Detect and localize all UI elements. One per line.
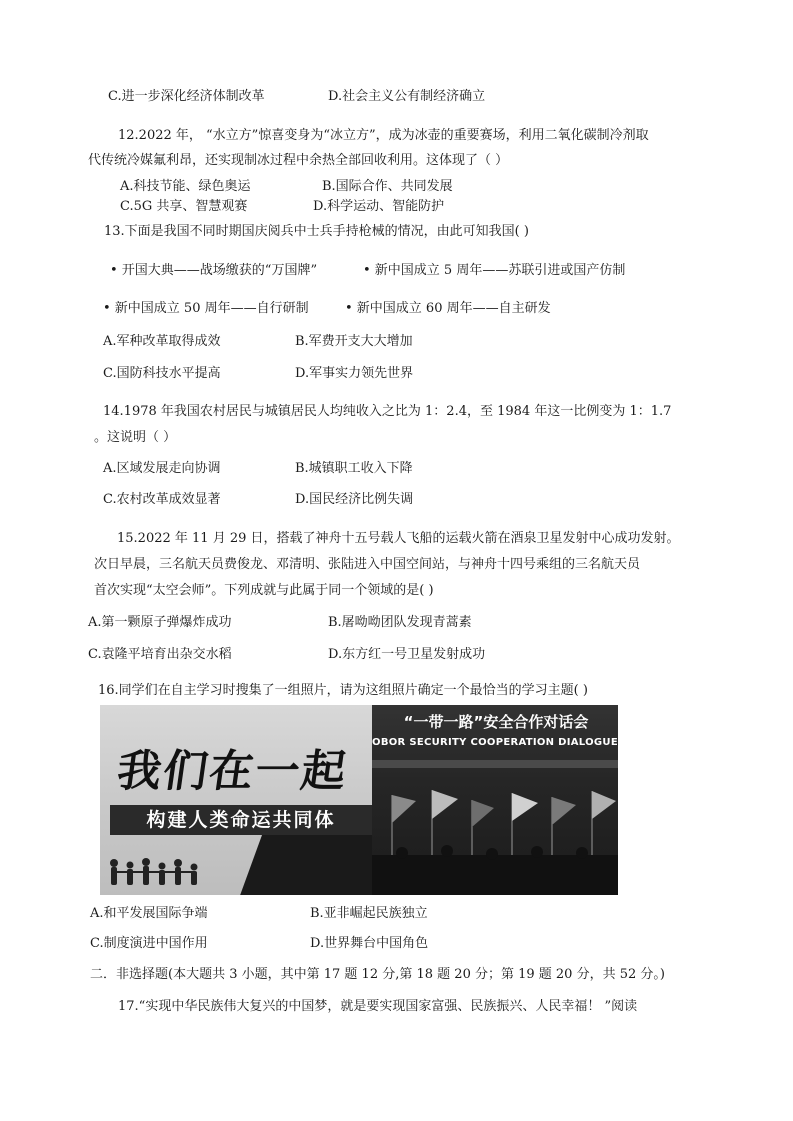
q13-option-d: D.军事实力领先世界 <box>295 366 414 381</box>
q13-option-b: B.军费开支大大增加 <box>295 334 413 349</box>
q14-option-d: D.国民经济比例失调 <box>295 492 414 507</box>
q12-option-a: A.科技节能、绿色奥运 <box>120 179 251 194</box>
q16-stem: 16.同学们在自主学习时搜集了一组照片，请为这组照片确定一个最恰当的学习主题( ) <box>98 683 588 698</box>
dark-shape <box>237 833 376 895</box>
q16-option-a: A.和平发展国际争端 <box>90 906 208 921</box>
q13-bullet-1: • 开国大典——战场缴获的“万国牌” <box>110 263 318 278</box>
q12-stem-line2: 代传统冷媒氟利昂，还实现制冰过程中余热全部回收利用。这体现了（ ） <box>88 153 509 168</box>
q17-stem-line1: 17.“实现中华民族伟大复兴的中国梦，就是要实现国家富强、民族振兴、人民幸福！ ”阅读 <box>118 999 638 1014</box>
q15-stem-line2: 次日早晨，三名航天员费俊龙、邓清明、张陆进入中国空间站，与神舟十四号乘组的三名航天员 <box>94 557 641 572</box>
q16-option-d: D.世界舞台中国角色 <box>310 936 429 951</box>
photo-obor-dialogue <box>372 705 618 895</box>
q14-option-c: C.农村改革成效显著 <box>103 492 221 507</box>
q15-option-c: C.袁隆平培育出杂交水稻 <box>88 647 232 662</box>
q14-stem-line2: 。这说明（ ） <box>94 430 177 445</box>
q13-bullet-2: • 新中国成立 5 周年——苏联引进或国产仿制 <box>363 263 626 278</box>
q15-stem-line1: 15.2022 年 11 月 29 日，搭载了神舟十五号载人飞船的运载火箭在酒泉卫星发射中心成功发射。 <box>117 531 680 546</box>
calligraphy-text: 我们在一起 <box>113 746 351 797</box>
section-2-heading: 二．非选择题(本大题共 3 小题，其中第 17 题 12 分,第 18 题 20 分；第 19 题 20 分，共 52 分。) <box>90 967 665 982</box>
q14-option-a: A.区域发展走向协调 <box>103 461 221 476</box>
children-silhouette-icon <box>104 855 254 895</box>
q16-option-b: B.亚非崛起民族独立 <box>310 906 428 921</box>
q15-option-a: A.第一颗原子弹爆炸成功 <box>88 615 232 630</box>
q13-stem: 13.下面是我国不同时期国庆阅兵中士兵手持枪械的情况，由此可知我国( ) <box>104 224 529 239</box>
q13-option-c: C.国防科技水平提高 <box>103 366 221 381</box>
flags-icon <box>372 775 618 895</box>
banner-text: 构建人类命运共同体 <box>110 805 372 835</box>
photo-subtitle: OBOR SECURITY COOPERATION DIALOGUE <box>372 737 618 748</box>
q11-option-c: C.进一步深化经济体制改革 <box>108 89 265 104</box>
photo-title: “一带一路”安全合作对话会 <box>403 713 589 731</box>
q14-option-b: B.城镇职工收入下降 <box>295 461 413 476</box>
q15-stem-line3: 首次实现“太空会师”。下列成就与此属于同一个领域的是( ) <box>94 583 434 598</box>
q15-option-b: B.屠呦呦团队发现青蒿素 <box>328 615 472 630</box>
q13-bullet-4: • 新中国成立 60 周年——自主研发 <box>345 301 551 316</box>
q11-option-d: D.社会主义公有制经济确立 <box>328 89 486 104</box>
photo-community-shared-future <box>100 705 376 895</box>
q14-stem-line1: 14.1978 年我国农村居民与城镇居民人均纯收入之比为 1：2.4，至 1984 年这一比例变为 1：1.7 <box>103 404 672 419</box>
q12-option-d: D.科学运动、智能防护 <box>313 199 445 214</box>
q13-option-a: A.军种改革取得成效 <box>103 334 221 349</box>
stage-bar <box>372 760 618 768</box>
q12-option-c: C.5G 共享、智慧观赛 <box>120 199 248 214</box>
q12-option-b: B.国际合作、共同发展 <box>322 179 453 194</box>
q16-option-c: C.制度演进中国作用 <box>90 936 208 951</box>
q13-bullet-3: • 新中国成立 50 周年——自行研制 <box>103 301 309 316</box>
q15-option-d: D.东方红一号卫星发射成功 <box>328 647 486 662</box>
q12-stem-line1: 12.2022 年， “水立方”惊喜变身为“冰立方”，成为冰壶的重要赛场，利用二氧化碳制冷剂取 <box>118 128 649 143</box>
